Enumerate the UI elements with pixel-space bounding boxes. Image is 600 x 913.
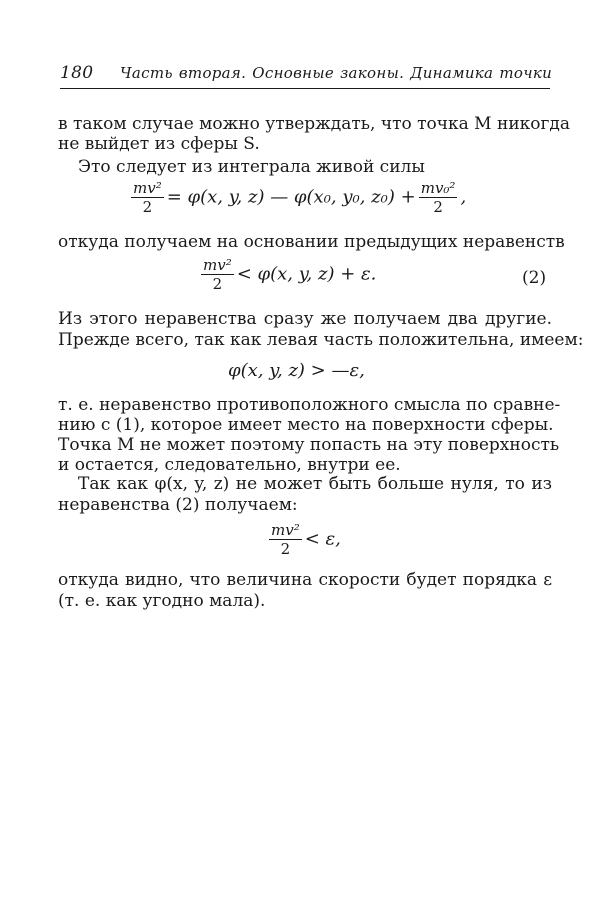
text-line: не выйдет из сферы S. <box>58 134 260 154</box>
fraction-numerator: mv² <box>133 179 162 197</box>
text-line: Прежде всего, так как левая часть положительна, имеем: <box>58 330 584 350</box>
text-line: Так как φ(x, y, z) не может быть больше нуля, то из <box>78 474 552 494</box>
page-number: 180 <box>60 63 94 83</box>
fraction <box>131 179 164 216</box>
equation-rest: < φ(x, y, z) + ε. <box>236 263 377 285</box>
running-title: Часть вторая. Основные законы. Динамика точки <box>120 64 553 82</box>
equation-energy-integral <box>128 179 466 216</box>
equation-number: (2) <box>522 268 547 288</box>
text-line: в таком случае можно утверждать, что точка M никогда <box>58 114 571 134</box>
text-line: откуда видно, что величина скорости будет порядка ε <box>58 570 552 590</box>
text-line: (т. е. как угодно мала). <box>58 591 266 611</box>
equation-3: φ(x, y, z) > —ε, <box>228 360 365 381</box>
fraction-denominator: 2 <box>433 198 443 216</box>
fraction-denominator: 2 <box>280 540 291 558</box>
fraction <box>419 179 458 216</box>
running-head <box>60 60 553 89</box>
fraction <box>201 256 234 293</box>
text-line: неравенства (2) получаем: <box>58 495 298 515</box>
equation-2 <box>198 256 376 293</box>
fraction-numerator: mv₀² <box>420 179 456 197</box>
equation-rest: < ε, <box>304 528 341 550</box>
equation-middle: = φ(x, y, z) — φ(x₀, y₀, z₀) + <box>166 186 416 208</box>
fraction-numerator: mv² <box>271 521 300 539</box>
text-line: т. е. неравенство противоположного смысла по сравне- <box>58 395 561 415</box>
text-line: Это следует из интеграла живой силы <box>78 157 425 177</box>
fraction-denominator: 2 <box>142 198 153 216</box>
equation-4 <box>266 521 341 558</box>
text-line: Из этого неравенства сразу же получаем два другие. <box>58 309 552 329</box>
text-line: Точка M не может поэтому попасть на эту поверхность <box>58 435 560 455</box>
fraction-numerator: mv² <box>203 256 232 274</box>
text-line: и остается, следовательно, внутри ее. <box>58 455 401 475</box>
fraction-denominator: 2 <box>212 275 223 293</box>
fraction <box>269 521 302 558</box>
equation-tail: , <box>460 186 467 208</box>
text-line: нию с (1), которое имеет место на поверхности сферы. <box>58 415 554 435</box>
text-line: откуда получаем на основании предыдущих неравенств <box>58 232 565 252</box>
